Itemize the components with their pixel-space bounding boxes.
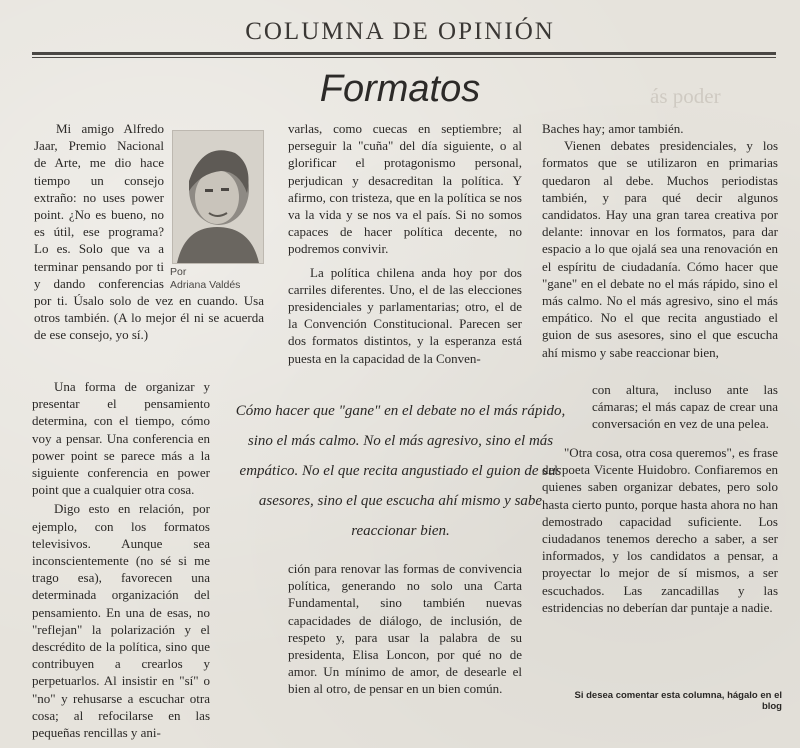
paragraph: varlas, como cuecas en septiembre; al perseguir la "cuña" del día siguiente, o al glorificar el protagonismo personal, perjudican y desacreditan la política. Y afirmo, con tristeza, que en la política se nos va la vida y se nos va el país. Si no somos capaces de hacer política decente, no podremos convivir. [288, 121, 522, 257]
paragraph: Mi amigo Alfredo Jaar, Premio Nacional de Arte, me dio hace tiempo un consejo extraño: no uses power point. ¿No es bueno, no es útil, ese programa? Lo es. Solo que va a terminar pensando por ti y dando conferencias por ti. Úsalo solo de vez en cuando. Usa otros también. (A lo mejor él ni se acuerda de ese consejo, yo sí.) [34, 121, 264, 343]
paragraph: con altura, incluso ante las cámaras; el más capaz de crear una conversación en vez de una pelea. [592, 382, 778, 432]
paragraph: ción para renovar las formas de convivencia política, generando no solo una Carta Fundamental, sino también nuevas capacidades de diálogo, de inclusión, de respeto y, para usar la palabra de su presidenta, Elisa Loncon, por qué no de amor. Un mínimo de amor, de desearle el bien al otro, de pensar en un bien común. [288, 561, 522, 697]
column-1-bottom [32, 378, 210, 741]
blog-comment-note: Si desea comentar esta columna, hágalo en el blog [574, 690, 782, 712]
section-header: COLUMNA DE OPINIÓN [245, 18, 555, 45]
article-title: Formatos [319, 68, 481, 110]
column-2-bottom [288, 560, 522, 698]
column-2-top [288, 120, 522, 367]
byline-author: Adriana Valdés [170, 279, 241, 291]
column-3-bottom [542, 444, 778, 616]
column-3-top [542, 120, 778, 361]
paragraph: La política chilena anda hoy por dos carriles diferentes. Uno, el de las elecciones presidenciales y parlamentarias; otro, el de la Convención Constitucional. Parecen ser dos formatos distintos, y la esperanza está puesta en la capacidad de la Conven- [288, 264, 522, 366]
header-rule-bottom [32, 57, 776, 58]
paragraph: Vienen debates presidenciales, y los formatos que se utilizaron en primarias quedaron al debe. Muchos periodistas también, y para qué decir algunos candidatos. Hay una gran tarea creativa por delante: innovar en los formatos, para dar espacio a lo que ojalá sea una renovación en el espíritu de ciudadanía. Cómo hacer que "gane" en el debate no el más rápido, sino el más calmo. No el más agresivo, sino el más empático. No el que recita angustiado el guion de sus asesores, sino el que escucha ahí mismo y sabe reaccionar bien, [542, 138, 778, 360]
byline-prefix: Por [170, 266, 187, 278]
column-3-middle [592, 381, 778, 433]
paragraph: Una forma de organizar y presentar el pensamiento determina, con el tiempo, cómo voy a pensar. Una conferencia en power point se parece más a la siguiente conferencia en power point que a cualquier otra cosa. [32, 379, 210, 498]
header-rule-top [32, 52, 776, 55]
paragraph: "Otra cosa, otra cosa queremos", es frase del poeta Vicente Huidobro. Confiaremos en quienes saben organizar debates, pero solo hasta cierto punto, porque hasta ahora no han demostrado capacidad suficiente. Los ciudadanos tenemos derecho a saber, a ser informados, y los candidatos a pensar, a proyectar lo mejor de sí mismos, a ser escuchados. Las zancadillas y las estridencias no deberían dar puntaje a nadie. [542, 445, 778, 615]
paragraph: Digo esto en relación, por ejemplo, con los formatos televisivos. Aunque sea inconscientemente (no sé si me trago esa), favorecen una determinada organización del pensamiento. En una de esas, no "reflejan" la polarización y el descrédito de la política, sino que contribuyen a crearlos y perpetuarlos. Al insistir en "sí" o "no" y rehusarse a escuchar otra cosa; al refocilarse en las pequeñas rencillas y ani- [32, 501, 210, 741]
paragraph: Baches hay; amor también. [542, 121, 684, 136]
column-1-top [34, 120, 264, 344]
pull-quote: Cómo hacer que "gane" en el debate no el más rápido, sino el más calmo. No el más agresivo, sino el más empático. No el que recita angustiado el guion de sus asesores, sino el que escucha ahí mismo y sabe reaccionar bien. [235, 403, 566, 539]
bleed-through-text: ás poder [650, 84, 721, 108]
